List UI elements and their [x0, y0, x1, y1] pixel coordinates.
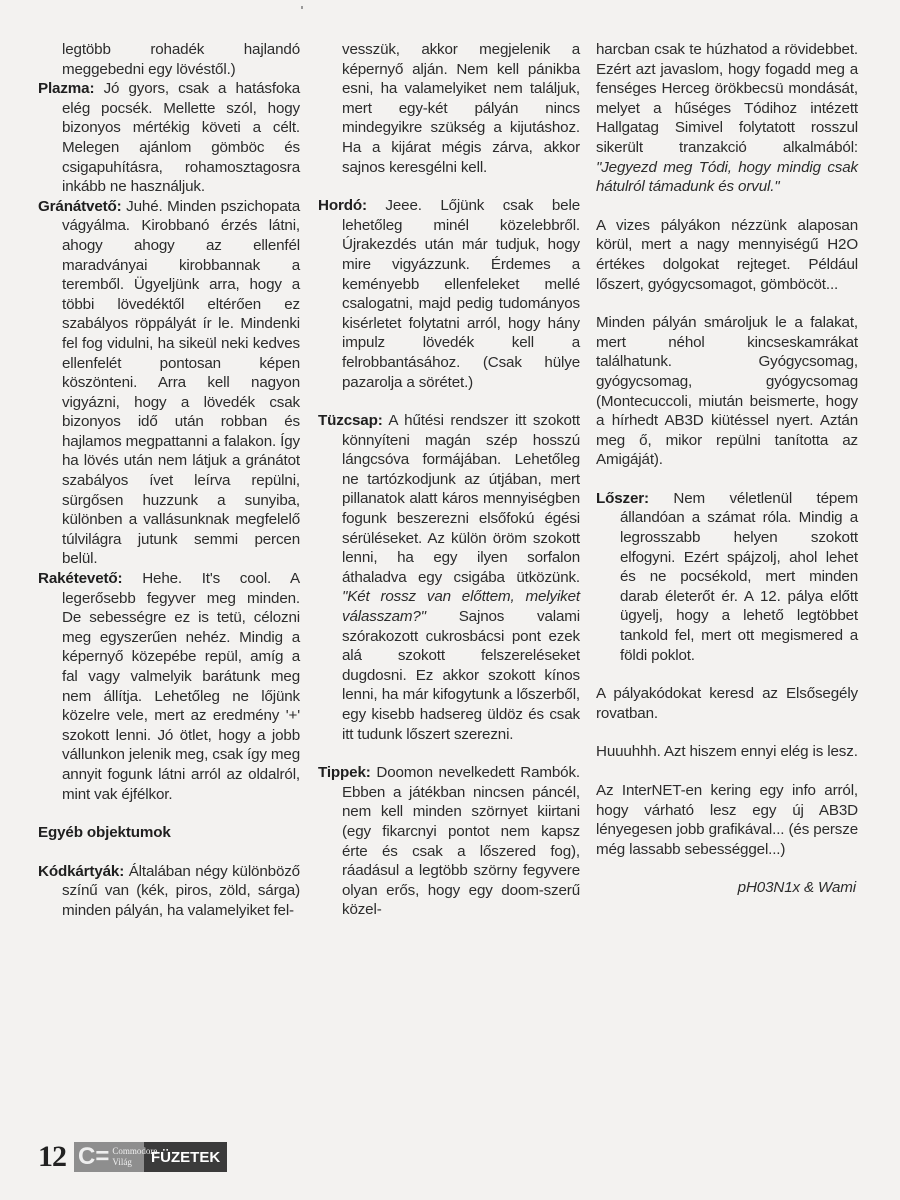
- entry-hordo: [318, 196, 580, 392]
- intro-quote: "Jegyezd meg Tódi, hogy mindig csak hátulról támadunk és orvul.": [596, 158, 858, 196]
- entry-text: Nem véletlenül tépem állandóan a számat róla. Mindig a legrosszabb helyen szokott elfogyni. Ezért spájzolj, ahol lehet és ne pocsékold, mert minden darab életerőt ér. A 12. pálya előtt ügyelj, hogy a lehető legtöbbet tankold fel, mert ott megismered a földi poklot.: [620, 489, 858, 664]
- scan-speck: [301, 6, 303, 9]
- section-heading: Egyéb objektumok: [38, 824, 171, 842]
- entry-raketeveto: [38, 569, 300, 804]
- entry-text: Általában négy különböző színű van (kék, piros, zöld, sárga) minden pályán, ha valamelyiket fel-: [62, 862, 300, 919]
- intro-text: harcban csak te húzhatod a rövidebbet. Ezért azt javaslom, hogy fogadd meg a fenséges Herceg örökbecsü mondását, melyet a hűséges Tódihoz intézett Hallgatag Simivel folytatott rosszul sikerült tranzakció alkalmából:: [596, 41, 858, 156]
- paragraph-codes: A pályakódokat keresd az Elsősegély rovatban.: [596, 685, 858, 722]
- entry-text: Juhé. Minden pszichopata vágyálma. Kirobbanó érzés látni, ahogy ahogy az ellenfél maradványai kirobbannak a teremből. Ügyeljünk arra, hogy a többi lövedéktől eltérően ez szabályos röppályát ír le. Mindenki fel fog vidulni, ha sikeül neki kedves ellenfelét pontosan képen köszönteni. Arra kell nagyon vigyázni, hogy a lövedék csak bizonyos idő után robban és hajlamos megpattanni a falakon. Így ha lövés után nem látjuk a gránátot szabályos ívet leírva repülni, sürgősen huzzunk a sunyiba, különben a vallásunknak megfelelő túlvilágra jutunk semmi percen belül.: [62, 197, 300, 568]
- entry-text: Jó gyors, csak a hatásfoka elég pocsék. Mellette szól, hogy bizonyos mértékig követi a célt. Melegen ajánlom gömböc és csigapuhításra, rohamosztagosra inkább ne használjuk.: [62, 80, 300, 196]
- entry-term: Hordó:: [318, 197, 367, 215]
- paragraph-water: A vizes pályákon nézzünk alaposan körül, mert a nagy mennyiségű H2O értékes dolgokat rejteget. Például lőszert, gyógycsomagot, gömböcöt...: [596, 216, 858, 293]
- column-2: [318, 40, 580, 920]
- logo-series: FÜZETEK: [144, 1142, 227, 1172]
- author-signature: pH03N1x & Wami: [737, 879, 856, 897]
- entry-term: Lőszer:: [596, 489, 649, 507]
- entry-text: Jeee. Lőjünk csak bele lehetőleg minél közelebbről. Újrakezdés után már tudjuk, hogy mire vigyázzunk. Érdemes a keményebb ellenfeleket mellé csalogatni, majd pedig tudományos kisérletet folytatni arról, hogy hány impulz lövedék kell a felrobbantásához. (Csak hülye pazarolja a sörétet.): [342, 197, 580, 391]
- logo-brand-line1: Commodore: [112, 1146, 158, 1156]
- column-3: [596, 40, 858, 898]
- entry-term: Plazma:: [38, 80, 95, 98]
- entry-granatveto: [38, 197, 300, 569]
- page-number: 12: [38, 1140, 66, 1173]
- entry-term: Tippek:: [318, 764, 371, 782]
- entry-text: Doomon nevelkedett Rambók. Ebben a játékban nincsen páncél, nem kell minden szörnyet kiirtani (egy fikarcnyi pontot nem kapsz érte és csak a lőszered fog), ráadásul a legtöbb szörny fegyvere olyan erős, hogy egy doom-szerű közel-: [342, 764, 580, 919]
- entry-text-cont: Sajnos valami szórakozott cukrosbácsi pont ezek alá szokott felszereléseket dugdosni. Ez akkor szokott kínos lenni, ha már kifogytunk a lőszerből, egy kisebb hadsereg üldöz és csak itt tudunk lőszert szerezni.: [342, 608, 580, 743]
- entry-tuzcsap: [318, 411, 580, 744]
- paragraph-walls: Minden pályán smároljuk le a falakat, mert néhol kincseskamrákat találhatunk. Gyógycsomag, gyógycsomag, gyógycsomag (Montecuccoli, miután beismerte, hogy a hírhedt AB3D kiütéssel nyert. Aztán meg ő, mikor repülni tanította az Amigáját).: [596, 314, 858, 469]
- entry-quote: "Két rossz van előttem, melyiket válasszam?": [342, 588, 580, 626]
- entry-term: Gránátvető:: [38, 197, 122, 215]
- entry-term: Tüzcsap:: [318, 412, 383, 430]
- entry-text: A hűtési rendszer itt szokott könnyíteni magán szép hosszú lángcsóva formájában. Lehetőleg ne tartózkodjunk az útjában, mert pillanatok alatt káros mennyiségben fogunk beszerezni elsőfokú égési sérüléseket. Az külön öröm szokott lenni, ha egy ilyen sorfalon áthaladva egy csigába ütközünk.: [342, 412, 580, 586]
- entry-term: Rakétevető:: [38, 570, 123, 588]
- logo-brand-block: [74, 1142, 158, 1172]
- logo-brand-line2: Világ: [112, 1157, 132, 1167]
- logo-brand-text: [112, 1146, 157, 1168]
- magazine-logo: [74, 1142, 227, 1172]
- entry-term: Kódkártyák:: [38, 862, 125, 880]
- paragraph-internet: Az InterNET-en kering egy info arról, hogy várható lesz egy új AB3D lényegesen jobb grafikával... (és persze még lassabb sebességgel...): [596, 782, 858, 858]
- column-1: [38, 40, 300, 921]
- entry-tippek: [318, 763, 580, 920]
- entry-text: Hehe. It's cool. A legerősebb fegyver meg minden. De sebességre ez is tetü, célozni meg egyszerűen nehéz. Mindig a képernyő közepébe repül, amíg a fal vagy valmelyik barátunk meg nem állítja. Lehetőleg ne lőjünk közelre vele, mert az eredmény '+' szokott lenni. Jó ötlet, hogy a jobb vállunkon jelenik meg, csak így meg annyit fogunk látni arról az oldalról, mint vak éjfélkor.: [62, 570, 300, 803]
- entry-loszer: [596, 489, 858, 665]
- entry-plazma: [38, 79, 300, 197]
- paragraph-huh: Huuuhhh. Azt hiszem ennyi elég is lesz.: [596, 743, 858, 761]
- column-3-intro: [596, 40, 858, 197]
- column-1-intro: legtöbb rohadék hajlandó meggebedni egy lövéstől.): [62, 41, 300, 78]
- page-footer: [38, 1140, 227, 1174]
- column-2-intro: vesszük, akkor megjelenik a képernyő alján. Nem kell pánikba esni, ha valamelyiket nem találjuk, mert egy-két pályán nincs mindegyikre szükség a kijutáshoz. Ha a kijárat mégis zárva, akkor sajnos keresgélni kell.: [342, 41, 580, 176]
- commodore-logo-icon: C=: [78, 1143, 110, 1170]
- entry-kodkartyak: [38, 862, 300, 921]
